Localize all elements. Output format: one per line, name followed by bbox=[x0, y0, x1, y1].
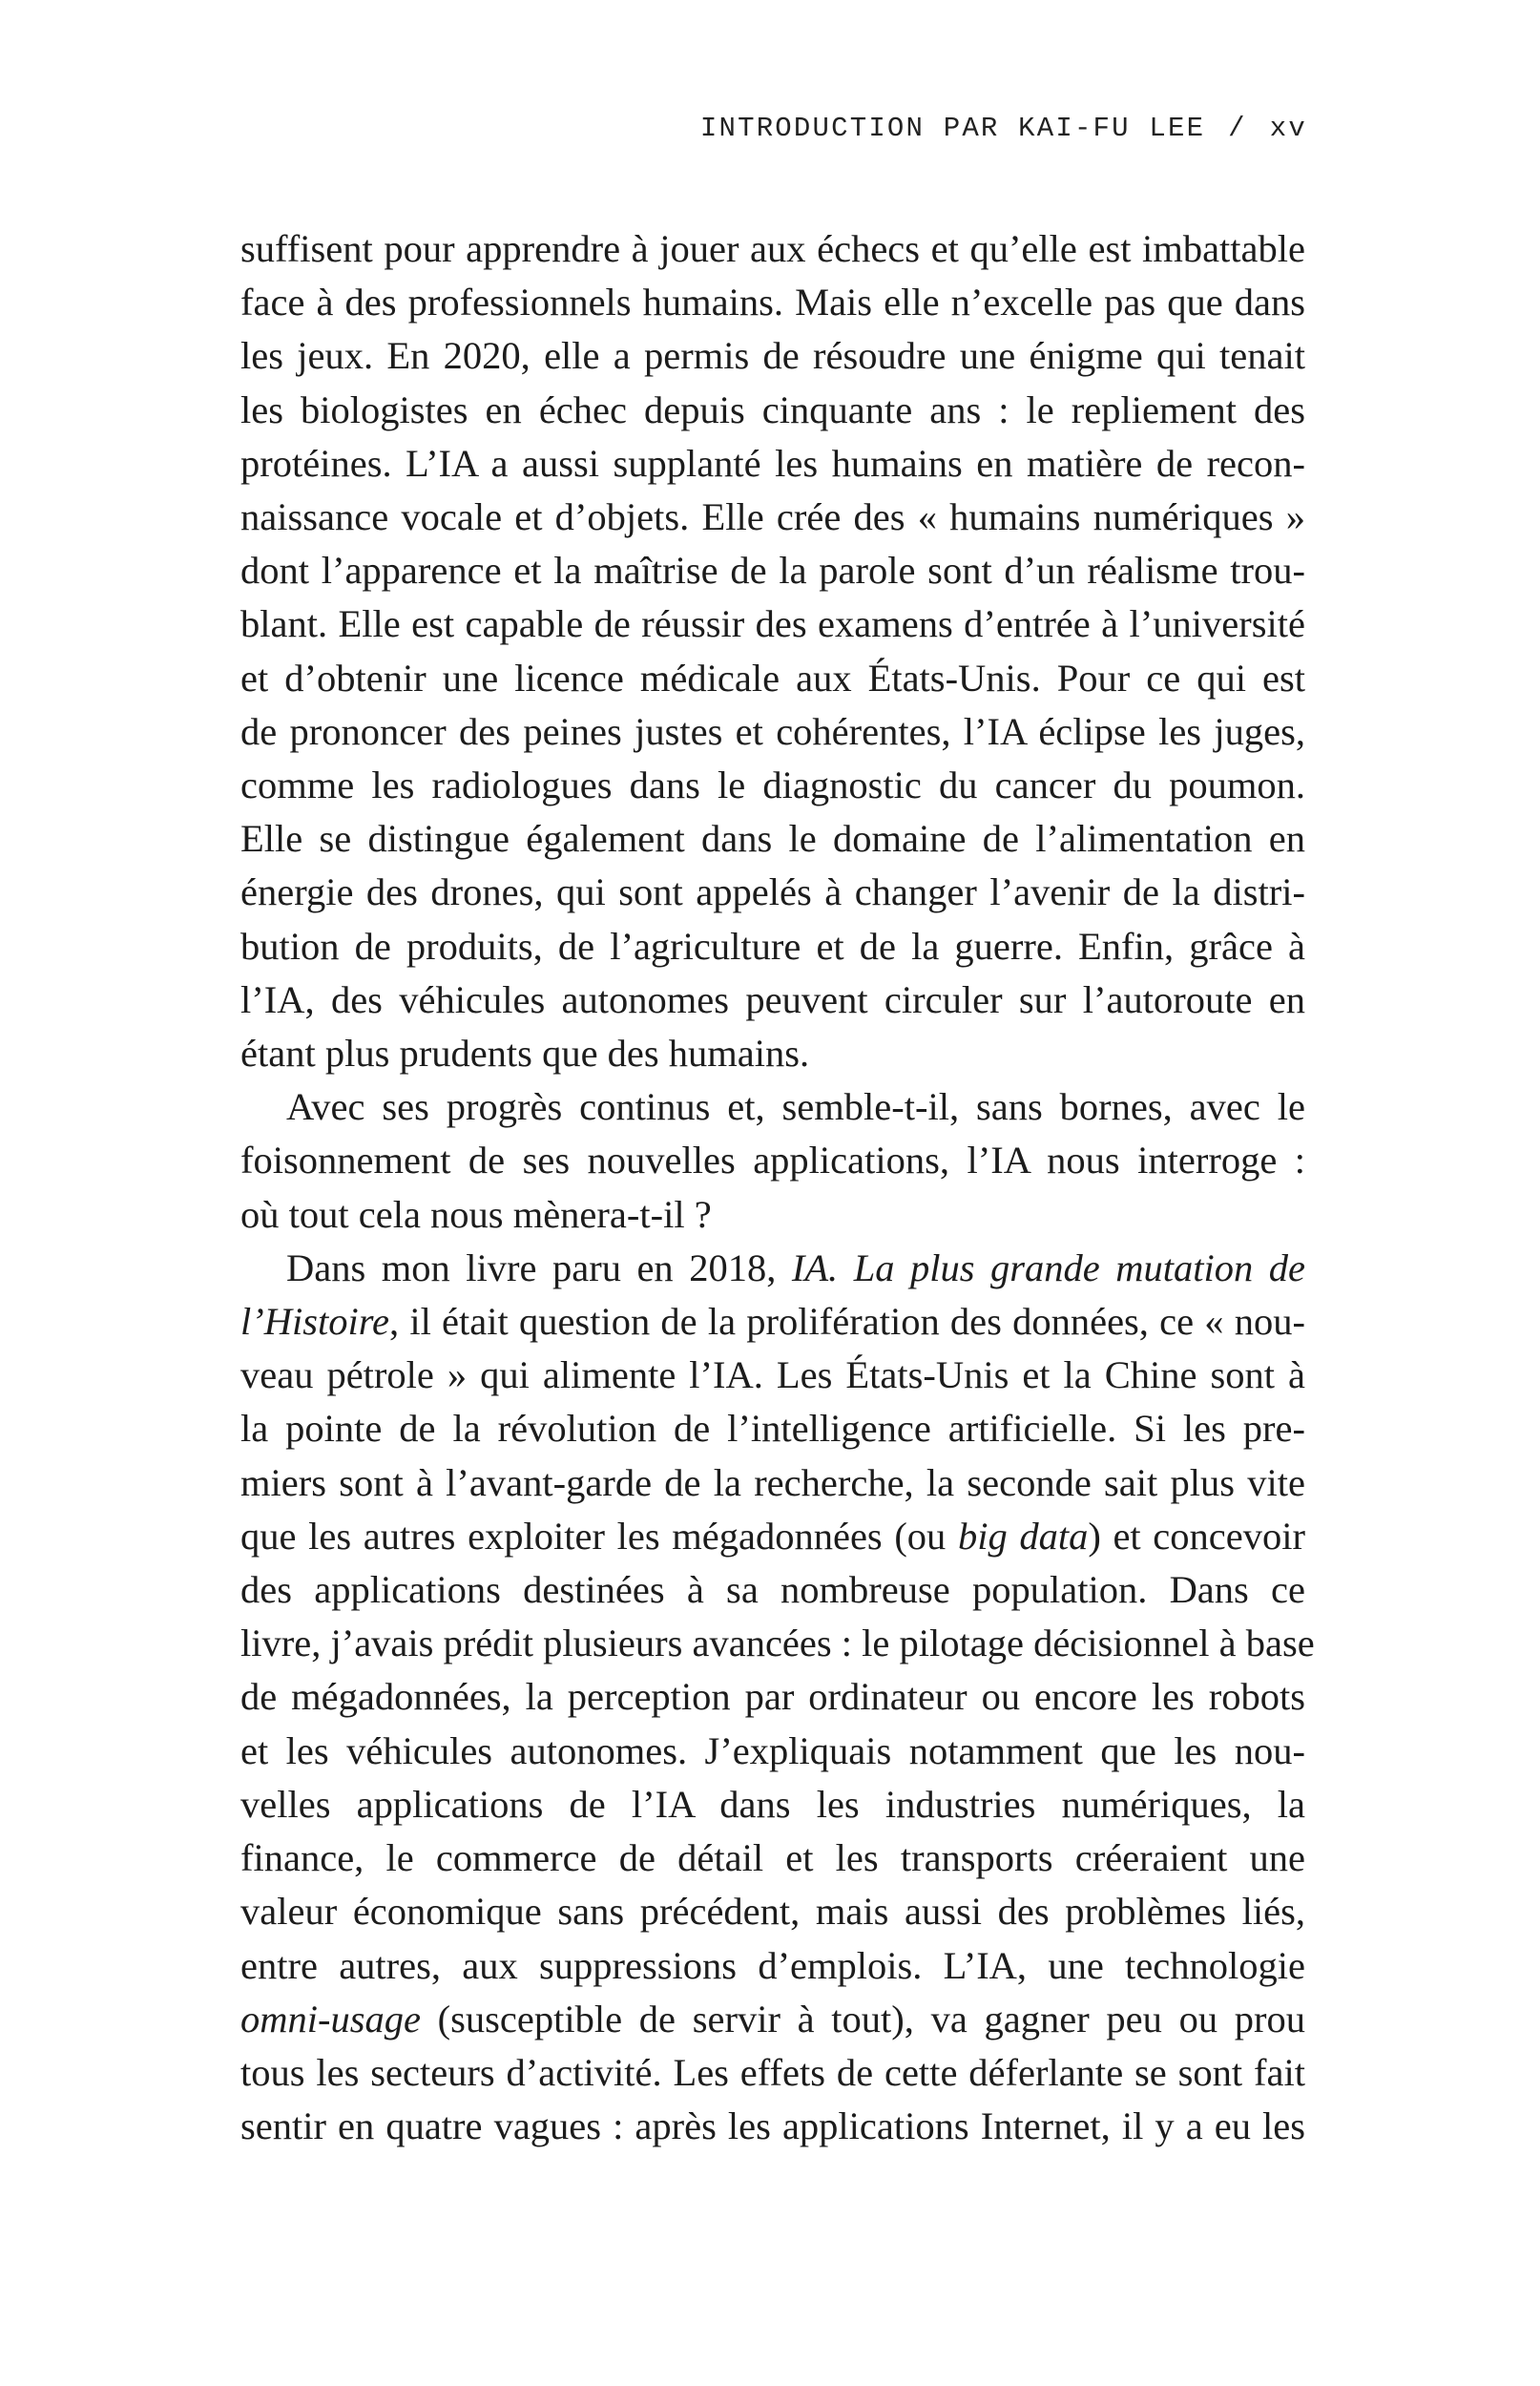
text-line: comme les radiologues dans le diagnostic du cancer du poumon. bbox=[240, 764, 1305, 807]
text-line: valeur économique sans précédent, mais aussi des problèmes liés, bbox=[240, 1890, 1305, 1934]
text-line: la pointe de la révolution de l’intelligence artificielle. Si les pre- bbox=[240, 1407, 1305, 1451]
text-line: Avec ses progrès continus et, semble-t-il, sans bornes, avec le bbox=[286, 1085, 1305, 1129]
text-line: étant plus prudents que des humains. bbox=[240, 1032, 810, 1076]
text-line bbox=[240, 1510, 1305, 1563]
text-line: livre, j’avais prédit plusieurs avancées : le pilotage décisionnel à base bbox=[240, 1622, 1315, 1665]
text-line: énergie des drones, qui sont appelés à changer l’avenir de la distri- bbox=[240, 870, 1305, 914]
italic-term: big data bbox=[957, 1514, 1089, 1558]
paragraph-1 bbox=[240, 222, 1305, 1080]
italic-term: omni-usage bbox=[240, 1997, 421, 2041]
text-run: Dans mon livre paru en 2018, bbox=[286, 1245, 792, 1289]
text-line: suffisent pour apprendre à jouer aux échecs et qu’elle est imbattable bbox=[240, 227, 1305, 270]
page-number: xv bbox=[1269, 113, 1307, 144]
text-line: foisonnement de ses nouvelles applications, l’IA nous interroge : bbox=[240, 1139, 1305, 1183]
text-line: tous les secteurs d’activité. Les effets de cette déferlante se sont fait bbox=[240, 2050, 1305, 2094]
text-line: veau pétrole » qui alimente l’IA. Les États-Unis et la Chine sont à bbox=[240, 1353, 1305, 1397]
text-line: des applications destinées à sa nombreuse population. Dans ce bbox=[240, 1568, 1305, 1612]
text-line: où tout cela nous mènera-t-il ? bbox=[240, 1192, 712, 1236]
text-line: blant. Elle est capable de réussir des examens d’entrée à l’université bbox=[240, 602, 1305, 646]
running-head bbox=[700, 113, 1307, 144]
text-line: sentir en quatre vagues : après les applications Internet, il y a eu les bbox=[240, 2104, 1305, 2148]
text-line bbox=[240, 1993, 1305, 2046]
text-run: ) et concevoir bbox=[1088, 1514, 1305, 1558]
text-line: et d’obtenir une licence médicale aux États-Unis. Pour ce qui est bbox=[240, 656, 1305, 700]
text-run: , il était question de la prolifération des données, ce « nou- bbox=[389, 1300, 1305, 1344]
text-line: naissance vocale et d’objets. Elle crée des « humains numériques » bbox=[240, 495, 1305, 539]
text-line: et les véhicules autonomes. J’expliquais notamment que les nou- bbox=[240, 1728, 1305, 1772]
text-line: face à des professionnels humains. Mais elle n’excelle pas que dans bbox=[240, 281, 1305, 324]
text-line: miers sont à l’avant-garde de la recherche, la seconde sait plus vite bbox=[240, 1460, 1305, 1504]
text-run: que les autres exploiter les mégadonnées (ou bbox=[240, 1514, 958, 1558]
text-line: velles applications de l’IA dans les industries numériques, la bbox=[240, 1782, 1305, 1826]
text-line bbox=[240, 1242, 1305, 1295]
body-text bbox=[240, 222, 1315, 2153]
text-line: entre autres, aux suppressions d’emplois. L’IA, une technologie bbox=[240, 1943, 1305, 1987]
book-title-italic: l’Histoire bbox=[240, 1300, 389, 1344]
running-head-separator: / bbox=[1228, 113, 1247, 144]
text-line: les biologistes en échec depuis cinquante ans : le repliement des bbox=[240, 387, 1305, 431]
text-line: l’IA, des véhicules autonomes peuvent circuler sur l’autoroute en bbox=[240, 977, 1305, 1021]
running-title: INTRODUCTION PAR KAI-FU LEE bbox=[699, 113, 1206, 144]
text-line: de prononcer des peines justes et cohérentes, l’IA éclipse les juges, bbox=[240, 709, 1305, 753]
text-line: Elle se distingue également dans le domaine de l’alimentation en bbox=[240, 817, 1305, 861]
text-line: les jeux. En 2020, elle a permis de résoudre une énigme qui tenait bbox=[240, 334, 1305, 378]
text-run: (susceptible de servir à tout), va gagner peu ou prou bbox=[420, 1997, 1305, 2041]
text-line bbox=[240, 1295, 1305, 1349]
text-line: protéines. L’IA a aussi supplanté les humains en matière de recon- bbox=[240, 441, 1305, 485]
text-line: dont l’apparence et la maîtrise de la parole sont d’un réalisme trou- bbox=[240, 549, 1305, 593]
book-title-italic: IA. La plus grande mutation de bbox=[791, 1245, 1305, 1289]
paragraph-2 bbox=[240, 1080, 1305, 1242]
text-line: bution de produits, de l’agriculture et de la guerre. Enfin, grâce à bbox=[240, 924, 1305, 968]
paragraph-3 bbox=[240, 1242, 1315, 2153]
text-line: finance, le commerce de détail et les transports créeraient une bbox=[240, 1836, 1305, 1880]
text-line: de mégadonnées, la perception par ordinateur ou encore les robots bbox=[240, 1675, 1305, 1719]
